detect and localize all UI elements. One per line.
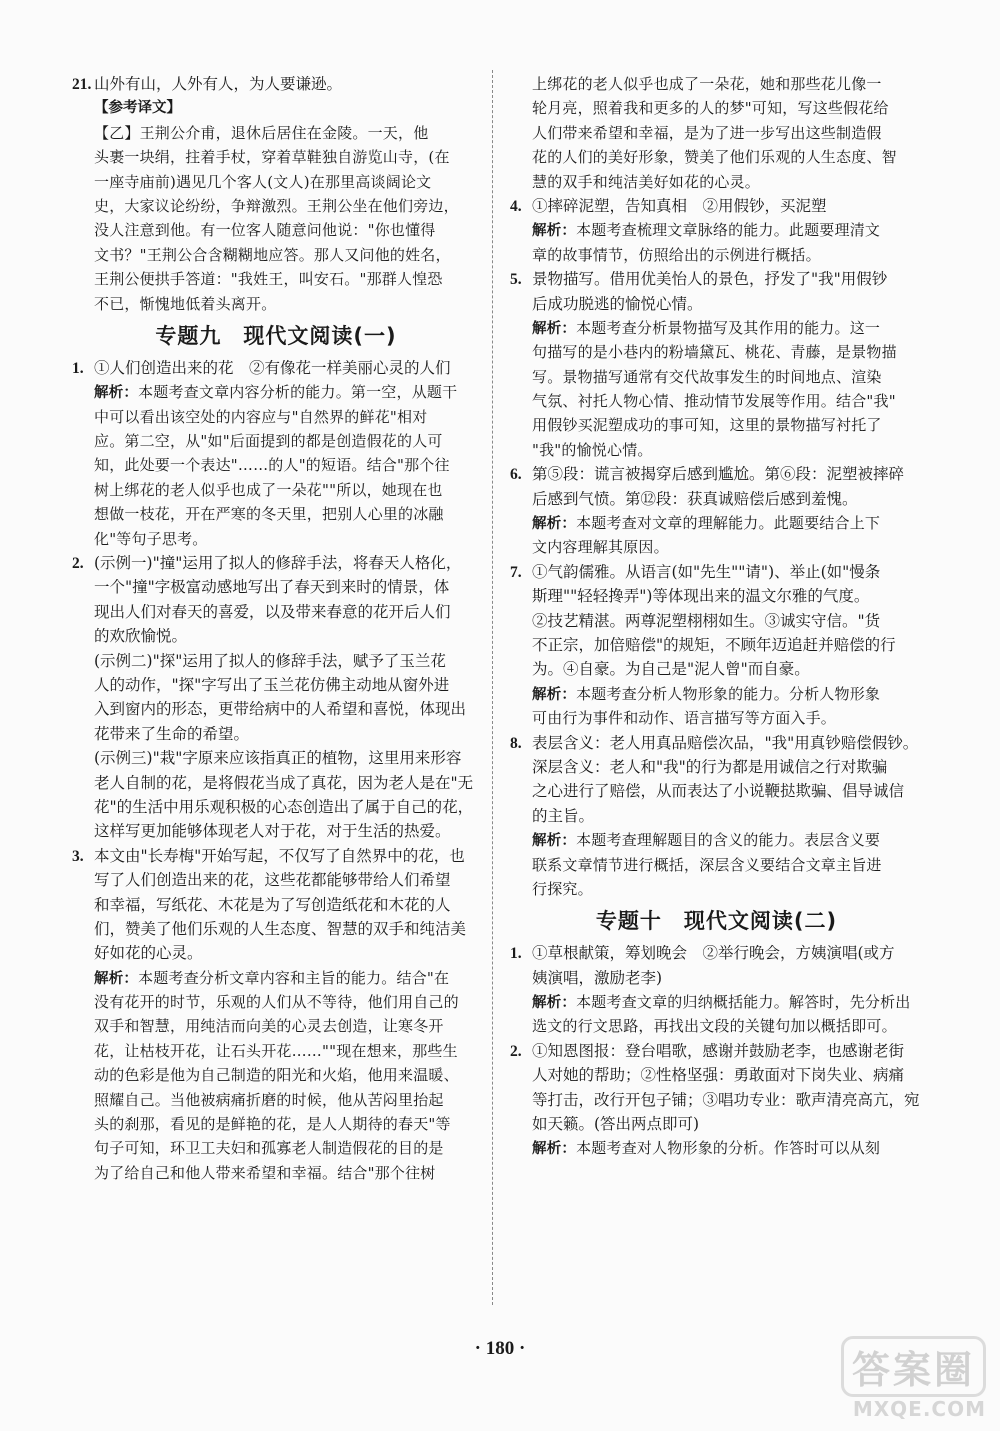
page-number: · 180 · <box>474 1338 526 1359</box>
analysis-line: 双手和智慧，用纯洁而向美的心灵去创造，让寒冬开 <box>94 1017 444 1036</box>
answer-line: 后感到气愤。第⑫段：获真诚赔偿后感到羞愧。 <box>532 489 858 508</box>
analysis-line: 化"等句子思考。 <box>94 529 208 548</box>
answer-line: 深层含义：老人和"我"的行为都是用诚信之行对欺骗 <box>532 757 888 776</box>
analysis-line: 用假钞买泥塑成功的事可知，这里的景物描写衬托了 <box>532 416 882 435</box>
translation-line: 王荆公便拱手答道："我姓王，叫安石。"那群人惶恐 <box>94 270 443 289</box>
analysis-line: 写。景物描写通常有交代故事发生的时间地点、渲染 <box>532 367 882 386</box>
answer-line: 和幸福，写纸花、木花是为了写创造纸花和木花的人 <box>94 895 451 914</box>
question-5-answer: 5. 景物描写。借用优美怡人的景色，抒发了"我"用假钞 <box>510 270 888 289</box>
analysis-line: 解析：本题考查分析人物形象的能力。分析人物形象 <box>532 684 881 703</box>
analysis-line: 文内容理解其原因。 <box>532 538 669 557</box>
analysis-line: 解析：本题考查梳理文章脉络的能力。此题要理清文 <box>532 221 881 240</box>
analysis-line: 动的色彩是他为自己制造的阳光和火焰，他用来温暖、 <box>94 1066 459 1085</box>
question-3-answer: 3. 本文由"长寿梅"开始写起，不仅写了自然界中的花，也 <box>72 846 465 865</box>
answer-line: 斯理""轻轻搀弄")等体现出来的温文尔雅的气度。 <box>532 587 870 606</box>
section10-question-2-answer: 2. ①知恩图报：登台唱歌，感谢并鼓励老李，也感谢老街 <box>510 1041 905 1060</box>
left-column <box>72 72 480 1185</box>
analysis-line: 章的故事情节，仿照给出的示例进行概括。 <box>532 245 821 264</box>
answer-line: 现出人们对春天的喜爱，以及带来春意的花开后人们 <box>94 602 451 621</box>
answer-line: 老人自制的花，是将假花当成了真花，因为老人是在"无 <box>94 773 474 792</box>
answer-line: 好如花的心灵。 <box>94 944 203 963</box>
analysis-line: 解析：本题考查文章内容分析的能力。第一空，从题干 <box>94 383 458 402</box>
translation-line: 头裹一块绢，拄着手杖，穿着草鞋独自游览山寺，(在 <box>94 148 450 167</box>
answer-line: (示例三)"栽"字原来应该指真正的植物，这里用来形容 <box>94 749 462 768</box>
analysis-line: 解析：本题考查文章的归纳概括能力。解答时，先分析出 <box>532 993 911 1012</box>
question-21: 21. 山外有山，人外有人，为人要谦逊。 <box>72 75 343 93</box>
section-heading-10: 专题十 现代文阅读(二) <box>595 909 838 934</box>
column-divider <box>492 70 493 1305</box>
analysis-line: 解析：本题考查分析文章内容和主旨的能力。结合"在 <box>94 968 450 987</box>
answer-line: 之心进行了赔偿，从而表达了小说鞭挞欺骗、倡导诚信 <box>532 782 905 801</box>
translation-line: 不已，惭愧地低着头离开。 <box>94 294 277 313</box>
analysis-line: 解析：本题考查对人物形象的分析。作答时可以从刻 <box>532 1139 881 1158</box>
answer-line: ②技艺精湛。两尊泥塑栩栩如生。③诚实守信。"货 <box>532 611 881 630</box>
analysis-line: 气氛、衬托人物心情、推动情节发展等作用。结合"我" <box>532 392 896 411</box>
analysis-line: 句描写的是小巷内的粉墙黛瓦、桃花、青藤，是景物描 <box>532 343 897 362</box>
answer-line: 的欢欣愉悦。 <box>94 627 188 646</box>
analysis-line: 上绑花的老人似乎也成了一朵花，她和那些花儿像一 <box>532 75 882 93</box>
question-1-answer: 1. ①人们创造出来的花 ②有像花一样美丽心灵的人们 <box>72 358 451 377</box>
answer-line: 姨演唱，激励老李) <box>532 968 663 987</box>
reference-translation-heading: 【参考译文】 <box>94 100 181 117</box>
analysis-line: 花，让枯枝开花，让石头开花……""现在想来，那些生 <box>94 1041 458 1060</box>
analysis-line: 慧的双手和纯洁美好如花的心灵。 <box>532 172 761 191</box>
translation-line: 没人注意到他。有一位客人随意问他说："你也懂得 <box>94 221 436 240</box>
question-8-answer: 8. 表层含义：老人用真品赔偿次品，"我"用真钞赔偿假钞。 <box>510 733 919 752</box>
answer-line: 这样写更加能够体现老人对于花，对于生活的热爱。 <box>94 822 451 841</box>
answer-line: 一个"撞"字极富动感地写出了春天到来时的情景，体 <box>94 578 450 597</box>
analysis-line: 没有花开的时节，乐观的人们从不等待，他们用自己的 <box>94 993 459 1012</box>
answer-line: 后成功脱逃的愉悦心情。 <box>532 294 703 313</box>
section-heading-9: 专题九 现代文阅读(一) <box>155 323 397 348</box>
analysis-line: 可由行为事件和动作、语言描写等方面入手。 <box>532 709 837 728</box>
answer-line: 不正宗，加倍赔偿"的规矩，不顾年迈追赶并赔偿的行 <box>532 635 896 654</box>
analysis-line: "我"的愉悦心情。 <box>532 440 653 459</box>
translation-line: 文书？"王荆公合含糊糊地应答。那人又问他的姓名， <box>94 245 451 264</box>
watermark-logo: 答案圈 <box>841 1336 986 1397</box>
analysis-line: 应。第二空，从"如"后面提到的都是创造假花的人可 <box>94 432 443 451</box>
analysis-line: 树上绑花的老人似乎也成了一朵花""所以，她现在也 <box>94 480 443 499</box>
translation-line: 史，大家议论纷纷，争辩激烈。王荆公坐在他们旁边， <box>94 196 459 215</box>
analysis-line: 中可以看出该空处的内容应与"自然界的鲜花"相对 <box>94 407 428 426</box>
answer-line: 人对她的帮助；②性格坚强：勇敢面对下岗失业、病痛 <box>532 1066 905 1085</box>
translation-line: 一座寺庙前)遇见几个客人(文人)在那里高谈阔论文 <box>94 172 432 191</box>
analysis-line: 解析：本题考查理解题目的含义的能力。表层含义要 <box>532 831 881 850</box>
analysis-line: 选文的行文思路，再找出文段的关键句加以概括即可。 <box>532 1017 897 1036</box>
answer-line: 人的动作，"探"字写出了玉兰花仿佛主动地从窗外进 <box>94 675 450 694</box>
translation-line: 【乙】王荆公介甫，退休后居住在金陵。一天，他 <box>94 123 429 142</box>
analysis-line: 轮月亮，照着我和更多的人的梦"可知，写这些假花给 <box>532 99 889 118</box>
question-4-answer: 4. ①摔碎泥塑，告知真相 ②用假钞，买泥塑 <box>510 196 827 215</box>
analysis-line: 行探究。 <box>532 879 593 898</box>
answer-line: 如天籁。(答出两点即可) <box>532 1115 700 1134</box>
analysis-line: 头的刹那，看见的是鲜艳的花，是人人期待的春天"等 <box>94 1115 451 1134</box>
analysis-line: 知，此处要一个表达"……的人"的短语。结合"那个往 <box>94 456 450 475</box>
analysis-line: 联系文章情节进行概括，深层含义要结合文章主旨进 <box>532 855 882 874</box>
analysis-line: 句子可知，环卫工夫妇和孤寡老人制造假花的目的是 <box>94 1139 444 1158</box>
section10-question-1-answer: 1. ①草根献策，筹划晚会 ②举行晚会，方姨演唱(或方 <box>510 944 895 963</box>
analysis-line: 解析：本题考查分析景物描写及其作用的能力。这一 <box>532 318 881 337</box>
analysis-line: 为了给自己和他人带来希望和幸福。结合"那个往树 <box>94 1163 436 1182</box>
answer-line: 花带来了生命的希望。 <box>94 724 250 743</box>
question-7-answer: 7. ①气韵儒雅。从语言(如"先生""请")、举止(如"慢条 <box>510 562 881 581</box>
answer-line: 的主旨。 <box>532 806 595 825</box>
watermark-url: MXQE.COM <box>852 1397 986 1421</box>
answer-line: 写了人们创造出来的花，这些花都能够带给人们希望 <box>94 871 451 890</box>
analysis-line: 人们带来希望和幸福，是为了进一步写出这些制造假 <box>532 123 882 142</box>
answer-line: 入到窗内的形态，更带给病中的人希望和喜悦，体现出 <box>94 700 467 719</box>
analysis-line: 花的人们的美好形象，赞美了他们乐观的人生态度、智 <box>532 148 897 167</box>
answer-line: 等打击，改行开包子铺；③唱功专业：歌声清亮高亢，宛 <box>532 1090 920 1109</box>
analysis-line: 照耀自己。当他被病痛折磨的时候，他从苦闷里抬起 <box>94 1090 444 1109</box>
answer-line: 花"的生活中用乐观积极的心态创造出了属于自己的花， <box>94 797 474 816</box>
right-column <box>510 72 923 1161</box>
analysis-line: 想做一枝花，开在严寒的冬天里，把别人心里的冰融 <box>94 505 444 524</box>
answer-line: (示例二)"探"运用了拟人的修辞手法，赋予了玉兰花 <box>94 651 446 670</box>
watermark <box>841 1336 986 1421</box>
question-6-answer: 6. 第⑤段：谎言被揭穿后感到尴尬。第⑥段：泥塑被摔碎 <box>510 465 905 484</box>
question-2-answer: 2. (示例一)"撞"运用了拟人的修辞手法，将春天人格化， <box>72 554 462 573</box>
analysis-line: 解析：本题考查对文章的理解能力。此题要结合上下 <box>532 514 881 533</box>
answer-line: 为。④自豪。为自己是"泥人曾"而自豪。 <box>532 660 810 679</box>
answer-line: 们，赞美了他们乐观的人生态度、智慧的双手和纯洁美 <box>94 919 467 938</box>
